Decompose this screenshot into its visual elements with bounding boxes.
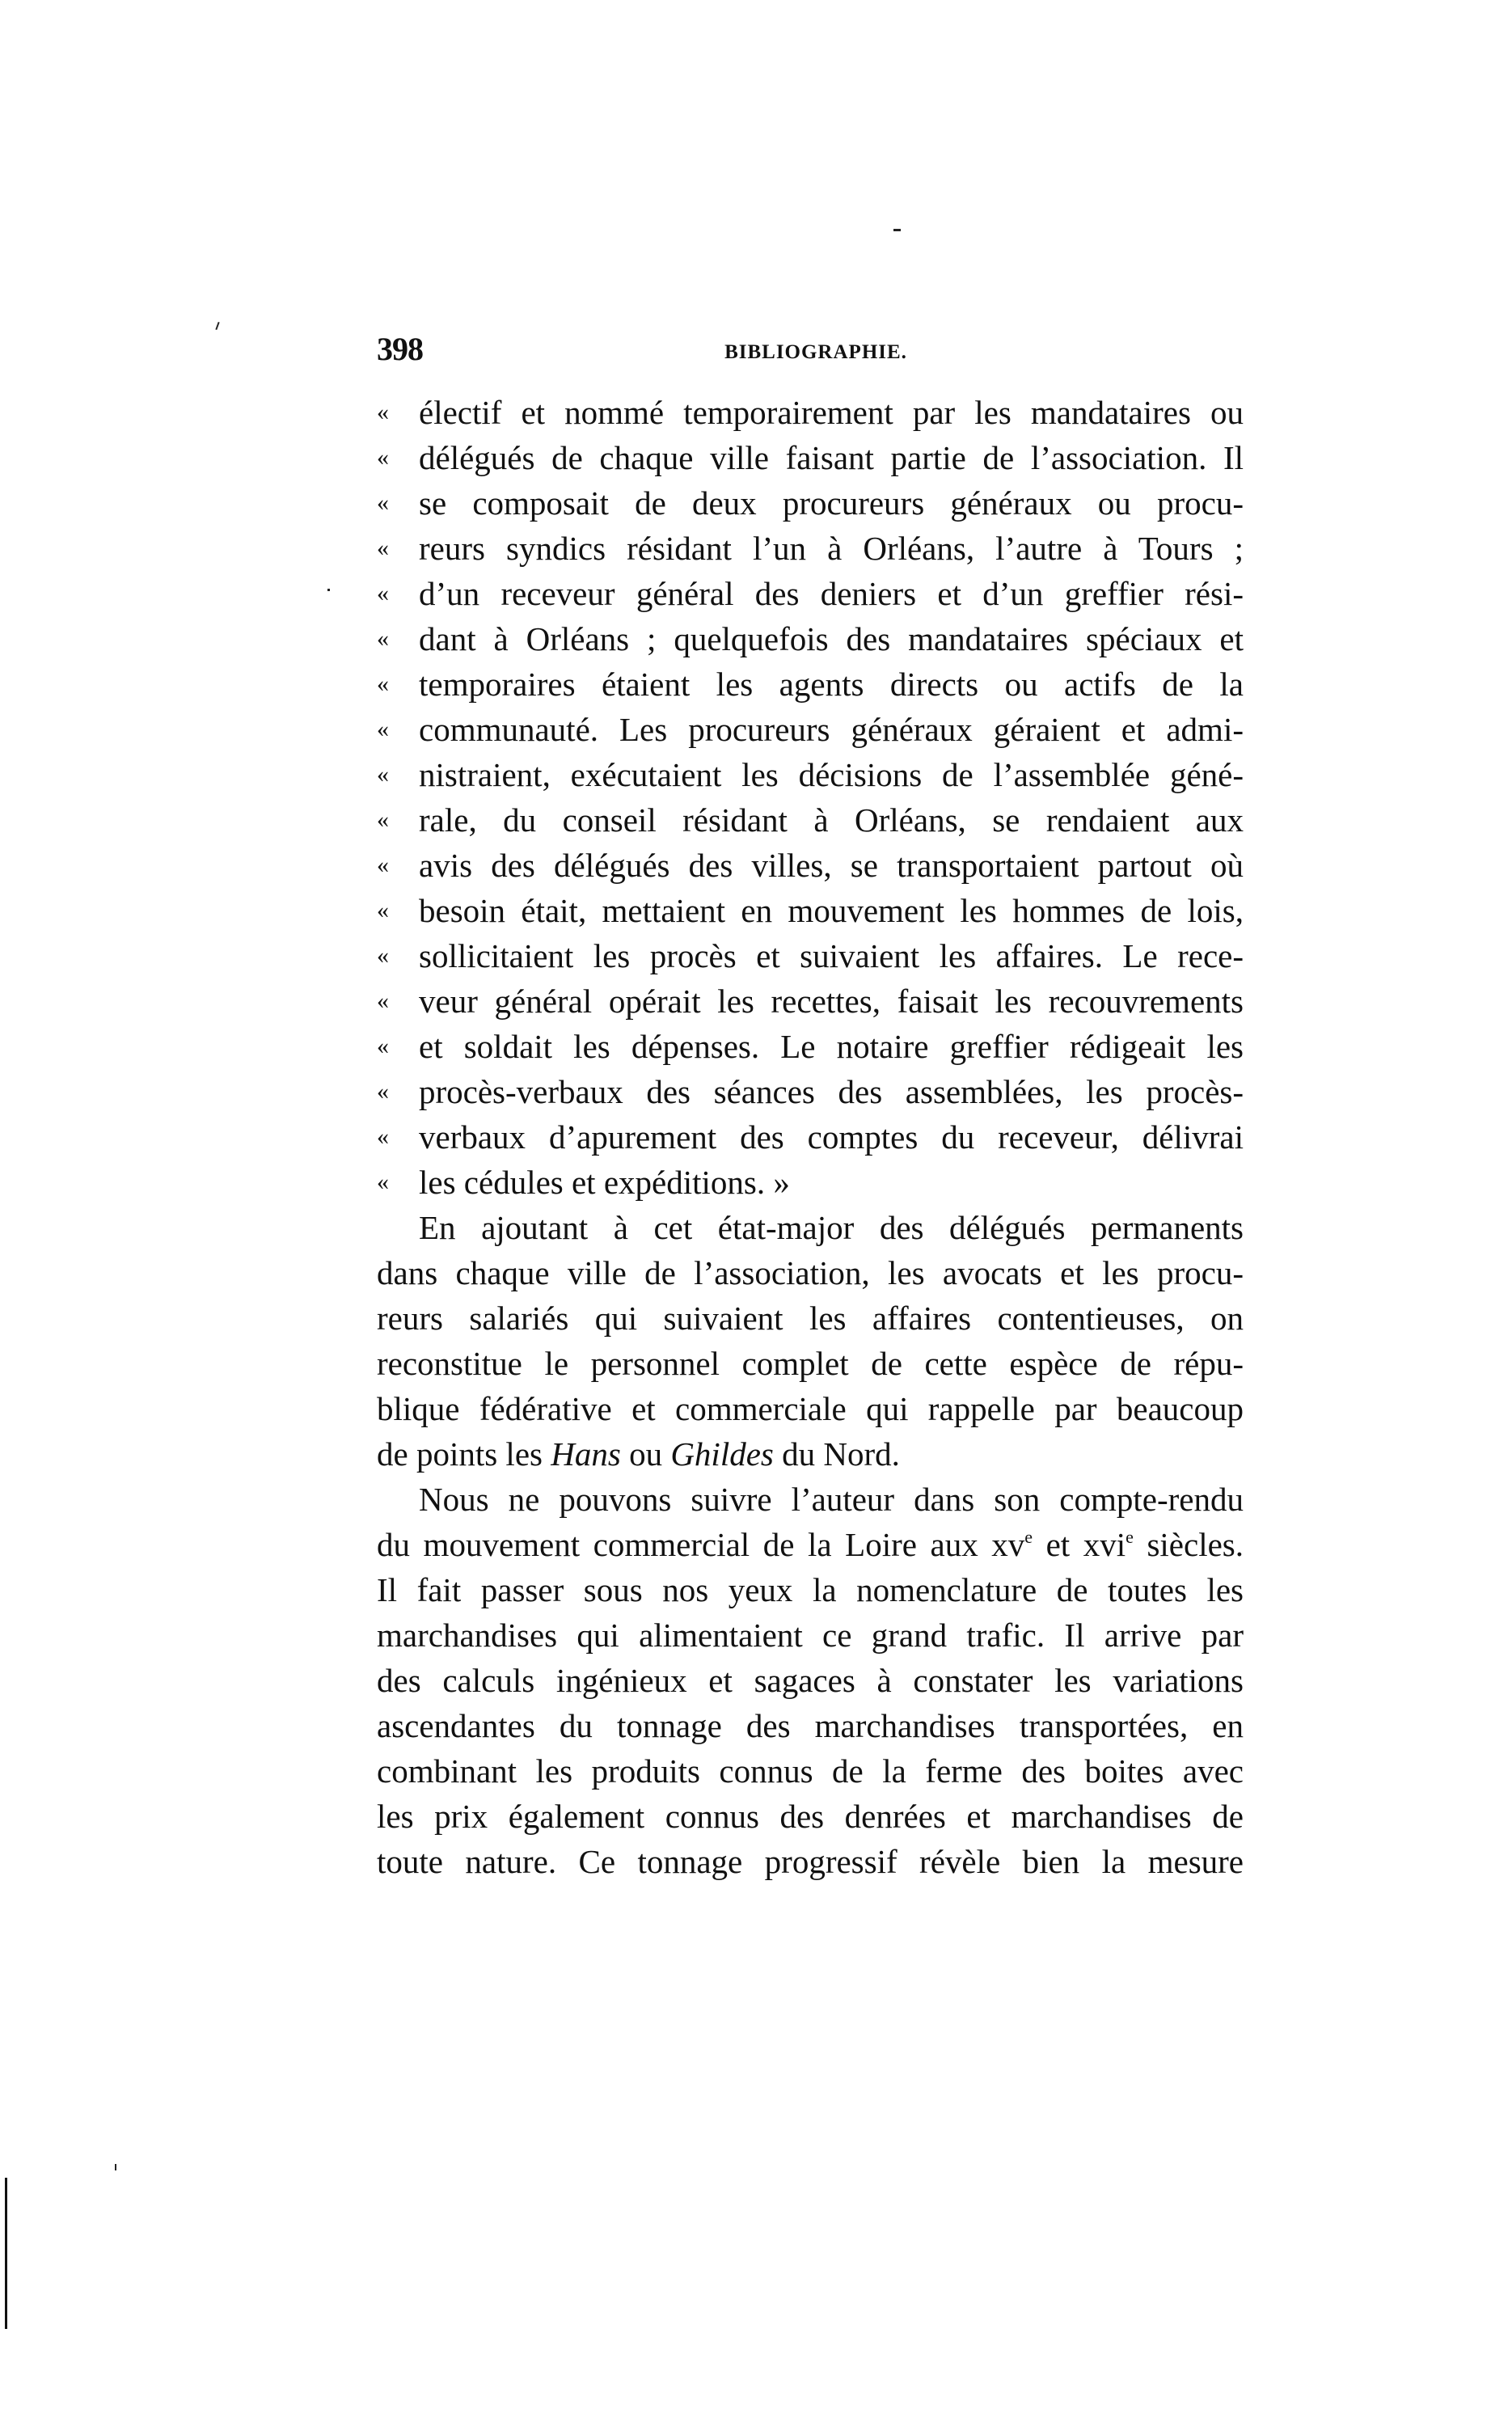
paragraph-line — [377, 1431, 1244, 1477]
guillemet: « — [377, 625, 389, 652]
quote-line — [377, 933, 1244, 978]
quote-line-text: reurs syndics résidant l’un à Orléans, l’autre à Tours ; — [419, 530, 1244, 567]
body-text — [377, 390, 1244, 1884]
guillemet: « — [377, 1169, 389, 1195]
scan-speck — [115, 2164, 116, 2170]
paragraph-1 — [377, 1205, 1244, 1477]
page-number: 398 — [377, 331, 423, 367]
quote-line-text: temporaires étaient les agents directs ou actifs de la — [419, 666, 1244, 703]
italic-term-ghildes: Ghildes — [670, 1435, 774, 1473]
quote-line — [377, 390, 1244, 435]
paragraph-line: blique fédérative et commerciale qui rappelle par beaucoup — [377, 1390, 1244, 1427]
quote-line-text: sollicitaient les procès et suivaient les affaires. Le rece- — [419, 937, 1244, 974]
guillemet: « — [377, 852, 389, 878]
quote-line — [377, 1114, 1244, 1160]
guillemet: « — [377, 670, 389, 697]
quote-line-text: d’un receveur général des deniers et d’un greffier rési- — [419, 575, 1244, 612]
guillemet: « — [377, 535, 389, 561]
guillemet: « — [377, 761, 389, 788]
quote-line — [377, 526, 1244, 571]
quote-line-text: besoin était, mettaient en mouvement les hommes de lois, — [419, 892, 1244, 929]
guillemet: « — [377, 489, 389, 516]
quote-line — [377, 1069, 1244, 1114]
guillemet: « — [377, 1123, 389, 1150]
text-run: du mouvement commercial de la Loire aux xv — [377, 1526, 1025, 1563]
quote-line — [377, 616, 1244, 661]
scan-speck — [327, 589, 330, 591]
scan-speck — [893, 229, 901, 231]
paragraph-line: Nous ne pouvons suivre l’auteur dans son compte-rendu — [419, 1481, 1244, 1518]
quote-line-text: les cédules et expéditions. » — [419, 1164, 790, 1201]
paragraph-line: reconstitue le personnel complet de cette espèce de répu- — [377, 1345, 1244, 1382]
paragraph-line: toute nature. Ce tonnage progressif révèle bien la mesure — [377, 1843, 1244, 1880]
text-run: de points les — [377, 1435, 551, 1473]
guillemet: « — [377, 580, 389, 606]
quote-line — [377, 843, 1244, 888]
paragraph-line: ascendantes du tonnage des marchandises transportées, en — [377, 1707, 1244, 1744]
paragraph-line: les prix également connus des denrées et marchandises de — [377, 1798, 1244, 1835]
guillemet: « — [377, 716, 389, 742]
paragraph-line: En ajoutant à cet état-major des délégués permanents — [419, 1209, 1244, 1246]
guillemet: « — [377, 444, 389, 471]
text-run: du Nord. — [773, 1435, 900, 1473]
paragraph-line: dans chaque ville de l’association, les avocats et les procu- — [377, 1254, 1244, 1291]
quote-line — [377, 707, 1244, 752]
guillemet: « — [377, 399, 389, 425]
quote-line — [377, 888, 1244, 933]
superscript: e — [1126, 1527, 1134, 1547]
guillemet: « — [377, 1078, 389, 1105]
paragraph-line: des calculs ingénieux et sagaces à constater les variations — [377, 1662, 1244, 1699]
guillemet: « — [377, 897, 389, 923]
quote-line-text: avis des délégués des villes, se transportaient partout où — [419, 847, 1244, 884]
quote-line-text: électif et nommé temporairement par les mandataires ou — [419, 394, 1244, 431]
paragraph-2 — [377, 1477, 1244, 1884]
italic-term-hans: Hans — [551, 1435, 621, 1473]
paragraph-line: reurs salariés qui suivaient les affaires contentieuses, on — [377, 1300, 1244, 1337]
quote-line — [377, 435, 1244, 480]
quote-line — [377, 1160, 1244, 1205]
paragraph-line: Il fait passer sous nos yeux la nomenclature de toutes les — [377, 1571, 1244, 1608]
quote-line-text: et soldait les dépenses. Le notaire greffier rédigeait les — [419, 1028, 1244, 1065]
paragraph-line — [377, 1522, 1244, 1567]
quote-line-text: dant à Orléans ; quelquefois des mandataires spéciaux et — [419, 620, 1244, 657]
text-run: siècles. — [1133, 1526, 1244, 1563]
running-head — [377, 330, 1244, 370]
scan-margin-rule — [5, 2178, 7, 2329]
guillemet: « — [377, 806, 389, 833]
guillemet: « — [377, 987, 389, 1014]
quote-line-text: rale, du conseil résidant à Orléans, se rendaient aux — [419, 801, 1244, 839]
quotation-block — [377, 390, 1244, 1205]
quote-line-text: se composait de deux procureurs généraux ou procu- — [419, 484, 1244, 522]
quote-line-text: nistraient, exécutaient les décisions de l’assemblée géné- — [419, 756, 1244, 793]
quote-line-text: délégués de chaque ville faisant partie de l’association. Il — [419, 439, 1244, 476]
quote-line — [377, 797, 1244, 843]
quote-line-text: verbaux d’apurement des comptes du receveur, délivrai — [419, 1118, 1244, 1156]
paragraph-line: marchandises qui alimentaient ce grand trafic. Il arrive par — [377, 1617, 1244, 1654]
quote-line — [377, 1024, 1244, 1069]
text-run: ou — [620, 1435, 671, 1473]
paragraph-line: combinant les produits connus de la ferme des boites avec — [377, 1752, 1244, 1790]
quote-line — [377, 480, 1244, 526]
quote-line — [377, 661, 1244, 707]
quote-line-text: communauté. Les procureurs généraux géraient et admi- — [419, 711, 1244, 748]
text-run: et xvi — [1033, 1526, 1126, 1563]
quote-line-text: procès-verbaux des séances des assemblées, les procès- — [419, 1073, 1244, 1110]
quote-line-text: veur général opérait les recettes, faisait les recouvrements — [419, 983, 1244, 1020]
running-title: BIBLIOGRAPHIE. — [724, 341, 907, 363]
quote-line — [377, 571, 1244, 616]
quote-line — [377, 978, 1244, 1024]
guillemet: « — [377, 1033, 389, 1059]
superscript: e — [1024, 1527, 1033, 1547]
scan-speck — [215, 322, 219, 330]
quote-line — [377, 752, 1244, 797]
guillemet: « — [377, 942, 389, 969]
